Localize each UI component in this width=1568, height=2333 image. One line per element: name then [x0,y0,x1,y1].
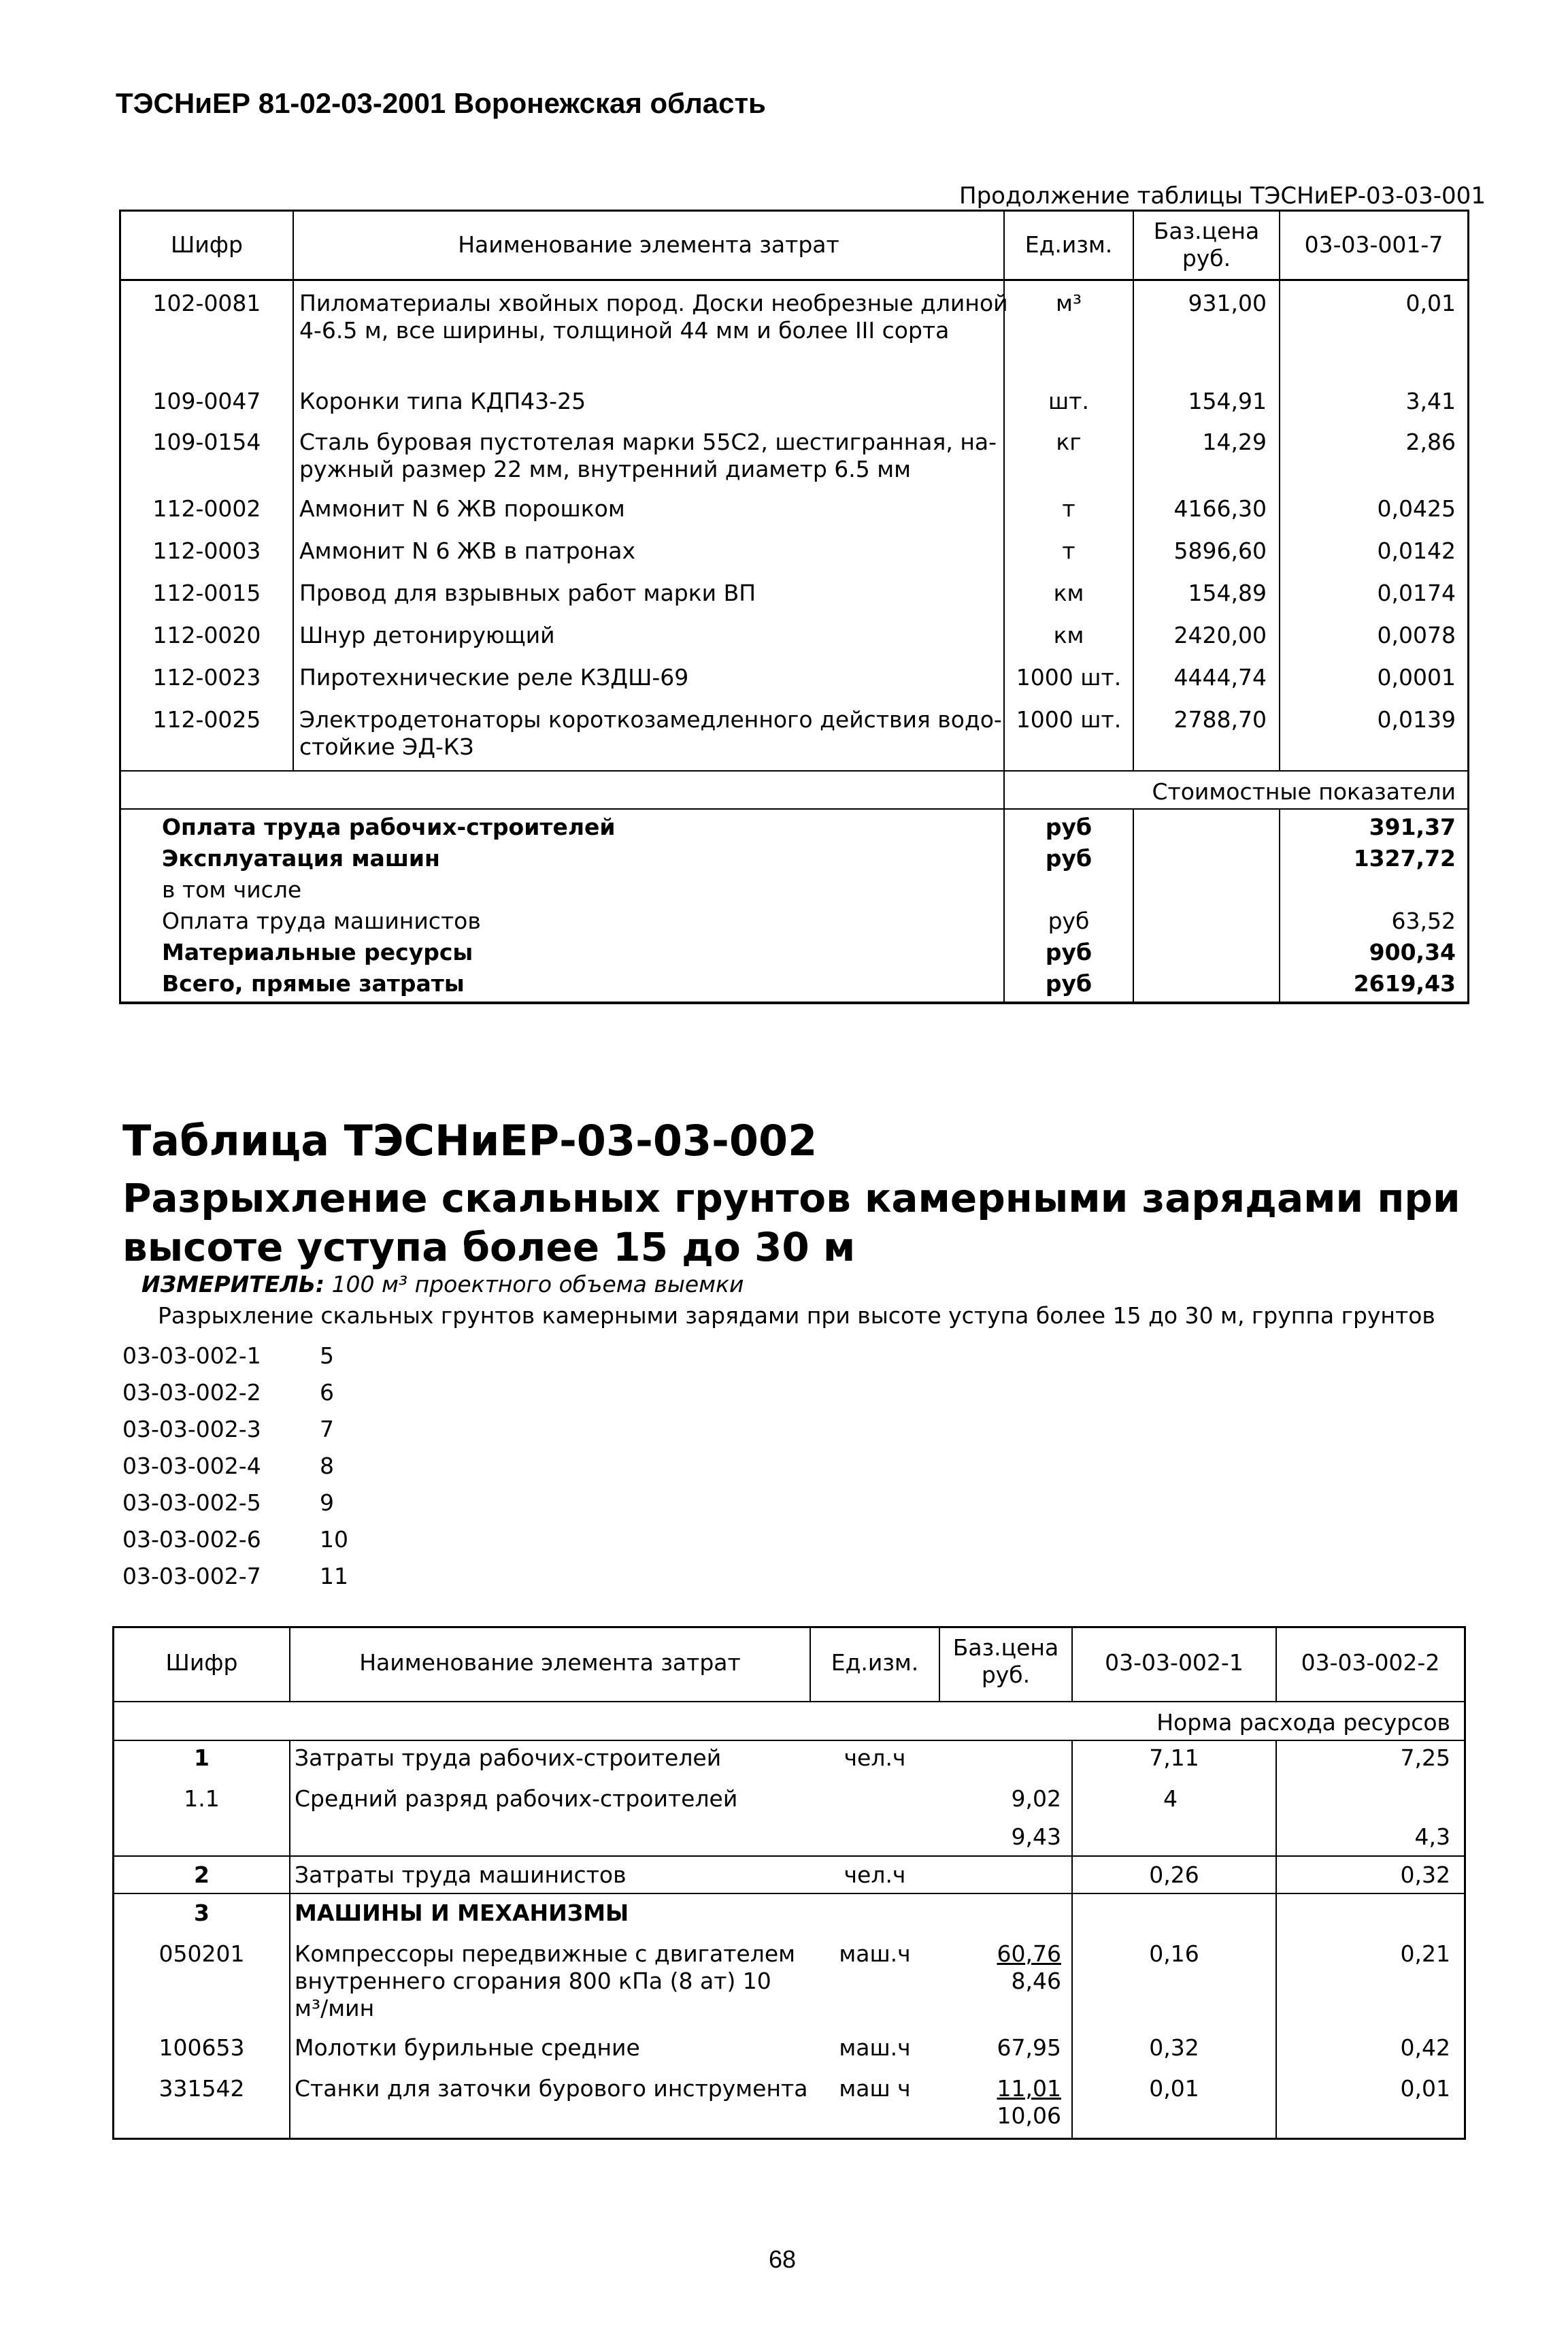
group: 10 [320,1526,348,1553]
header-norm-code-2: 03-03-002-2 [1301,1649,1440,1676]
izmeritel [141,1271,744,1297]
row-unit: 1000 шт. [1016,706,1122,733]
row-value: 0,01 [1405,290,1456,316]
cost-unit: руб [1048,908,1090,934]
row-price: 931,00 [1188,290,1267,316]
header-price: Баз.цена [952,1634,1059,1661]
row-name-cont: ружный размер 22 мм, внутренний диаметр 6.5 мм [299,456,912,482]
row-name-cont: стойкие ЭД-КЗ [299,733,474,760]
cost-label: Материальные ресурсы [162,939,473,965]
list-item [122,1338,348,1374]
group: 6 [320,1379,334,1406]
izmeritel-value: 100 м³ проектного объема выемки [331,1271,744,1297]
cost-header: Стоимостные показатели [1152,778,1456,805]
code: 03-03-002-4 [122,1453,261,1479]
group: 9 [320,1489,334,1516]
row-unit: кг [1056,429,1082,455]
row-value: 0,0139 [1377,706,1456,733]
row-price: 14,29 [1202,429,1267,455]
row-price: 2788,70 [1173,706,1267,733]
row-name-cont: 4-6.5 м, все ширины, толщиной 44 мм и более III сорта [299,317,950,344]
izmeritel-label: ИЗМЕРИТЕЛЬ: [141,1271,325,1297]
header-name: Наименование элемента затрат [359,1649,741,1676]
group: 5 [320,1342,334,1369]
cost-value: 1327,72 [1353,845,1456,872]
row-price [940,1940,1061,1968]
row-name: Компрессоры передвижные с двигателем [295,1940,796,1967]
row-value-2: 4,3 [1414,1823,1450,1850]
row-code: 102-0081 [152,290,261,316]
group: 11 [320,1563,348,1589]
row-value: 2,86 [1405,429,1456,455]
row-value-2: 0,01 [1400,2075,1450,2102]
row-name: Затраты труда машинистов [295,1862,627,1888]
row-value: 0,0078 [1377,622,1456,648]
row-value-1: 0,16 [1149,1940,1199,1967]
header-price: Баз.цена [1153,218,1260,244]
code-list [122,1338,348,1595]
row-unit: т [1062,495,1075,522]
row-price: 154,89 [1188,580,1267,606]
row-code: 112-0003 [152,537,261,564]
code: 03-03-002-6 [122,1526,261,1553]
row-price-underlined: 11,01 [997,2075,1061,2102]
row-code: 112-0023 [152,664,261,691]
row-code: 1.1 [184,1785,220,1812]
row-unit: маш ч [839,2075,911,2102]
row-name: Молотки бурильные средние [295,2034,640,2061]
row-value-2: 7,25 [1400,1744,1450,1771]
row-value-2: 0,42 [1400,2034,1450,2061]
row-code: 109-0047 [152,388,261,414]
header-code: Шифр [165,1649,238,1676]
row-name: Станки для заточки бурового инструмента [295,2075,808,2102]
page-number: 68 [769,2245,797,2273]
row-price-underlined: 60,76 [997,1940,1061,1967]
header-norm-code-1: 03-03-002-1 [1105,1649,1244,1676]
row-name: Шнур детонирующий [299,622,555,648]
cost-value: 63,52 [1391,908,1456,934]
row-name: Электродетонаторы короткозамедленного действия водо- [299,706,1002,733]
row-price: 4444,74 [1173,664,1267,691]
row-code: 050201 [159,1940,245,1967]
header-unit: Ед.изм. [831,1649,919,1676]
row-value: 0,0142 [1377,537,1456,564]
row-value: 0,0425 [1377,495,1456,522]
row-value-1: 0,32 [1149,2034,1199,2061]
row-unit: чел.ч [844,1744,906,1771]
table-2-title: Таблица ТЭСНиЕР-03-03-002 [122,1116,818,1165]
row-unit: 1000 шт. [1016,664,1122,691]
row-name: Пиломатериалы хвойных пород. Доски необрезные длиной [299,290,1008,316]
row-value-1: 7,11 [1149,1744,1199,1771]
list-item [122,1485,348,1521]
row-price-2: 9,43 [1011,1823,1061,1850]
row-name-cont: м³/мин [295,1995,375,2021]
cost-label: Оплата труда рабочих-строителей [162,814,616,840]
row-name: МАШИНЫ И МЕХАНИЗМЫ [295,1900,629,1926]
row-code: 331542 [159,2075,245,2102]
row-name: Сталь буровая пустотелая марки 55С2, шестигранная, на- [299,429,997,455]
row-value-2: 0,21 [1400,1940,1450,1967]
row-code: 1 [194,1744,210,1771]
header-price-unit: руб. [1182,245,1231,271]
row-name-cont: внутреннего сгорания 800 кПа (8 ат) 10 [295,1968,771,1994]
row-code: 3 [194,1900,210,1926]
row-unit: чел.ч [844,1862,906,1888]
row-code: 112-0015 [152,580,261,606]
continuation-caption: Продолжение таблицы ТЭСНиЕР-03-03-001 [959,182,1486,210]
cost-value: 2619,43 [1353,970,1456,997]
header-unit: Ед.изм. [1024,231,1113,258]
row-code: 112-0002 [152,495,261,522]
list-item [122,1558,348,1595]
row-unit: маш.ч [839,2034,911,2061]
cost-label: в том числе [162,876,302,903]
page-header: ТЭСНиЕР 81-02-03-2001 Воронежская область [116,87,766,119]
row-name: Пиротехнические реле КЗДШ-69 [299,664,689,691]
row-name: Коронки типа КДП43-25 [299,388,586,414]
row-value-1: 4 [1163,1785,1178,1812]
group: 8 [320,1453,334,1479]
row-value: 0,0001 [1377,664,1456,691]
row-price: 5896,60 [1173,537,1267,564]
row-unit: шт. [1048,388,1089,414]
row-unit: км [1053,622,1084,648]
code: 03-03-002-7 [122,1563,261,1589]
row-price: 9,02 [1011,1785,1061,1812]
row-unit: т [1062,537,1075,564]
header-name: Наименование элемента затрат [458,231,839,258]
cost-unit: руб [1045,970,1092,997]
code: 03-03-002-5 [122,1489,261,1516]
cost-label: Эксплуатация машин [162,845,440,872]
row-name: Средний разряд рабочих-строителей [295,1785,738,1812]
row-name: Аммонит N 6 ЖВ порошком [299,495,625,522]
list-item [122,1448,348,1485]
row-value-1: 0,01 [1149,2075,1199,2102]
row-name: Аммонит N 6 ЖВ в патронах [299,537,636,564]
row-unit: км [1053,580,1084,606]
cost-label: Всего, прямые затраты [162,970,465,997]
code: 03-03-002-1 [122,1342,261,1369]
row-code: 2 [194,1862,210,1888]
cost-unit: руб [1045,814,1092,840]
row-value-1: 0,26 [1149,1862,1199,1888]
row-price: 67,95 [997,2034,1061,2061]
code: 03-03-002-2 [122,1379,261,1406]
row-price-2: 8,46 [1011,1968,1061,1994]
row-price: 154,91 [1188,388,1267,414]
list-item [122,1521,348,1558]
header-code: Шифр [171,231,243,258]
row-code: 112-0020 [152,622,261,648]
row-unit: маш.ч [839,1940,911,1967]
row-price-2: 10,06 [997,2102,1061,2129]
row-price: 2420,00 [1173,622,1267,648]
row-name: Затраты труда рабочих-строителей [295,1744,722,1771]
table-2-subtitle: Разрыхление скальных грунтов камерными зарядами при высоте уступа более 15 до 30 м [122,1175,1461,1270]
row-name: Провод для взрывных работ марки ВП [299,580,756,606]
code: 03-03-002-3 [122,1416,261,1442]
cost-unit: руб [1045,939,1092,965]
row-price [940,2075,1061,2102]
header-price-unit: руб. [981,1661,1031,1688]
cost-value: 900,34 [1369,939,1456,965]
norm-header: Норма расхода ресурсов [1156,1709,1450,1736]
list-item [122,1411,348,1448]
row-code: 100653 [159,2034,245,2061]
row-code: 109-0154 [152,429,261,455]
cost-value: 391,37 [1369,814,1456,840]
row-value: 3,41 [1405,388,1456,414]
row-unit: м³ [1055,290,1082,316]
header-norm-code: 03-03-001-7 [1304,231,1444,258]
row-value-2: 0,32 [1400,1862,1450,1888]
cost-label: Оплата труда машинистов [162,908,481,934]
description: Разрыхление скальных грунтов камерными зарядами при высоте уступа более 15 до 30 м, группа грунтов [158,1302,1435,1329]
row-price: 4166,30 [1173,495,1267,522]
group: 7 [320,1416,334,1442]
list-item [122,1374,348,1411]
row-value: 0,0174 [1377,580,1456,606]
cost-unit: руб [1045,845,1092,872]
row-code: 112-0025 [152,706,261,733]
